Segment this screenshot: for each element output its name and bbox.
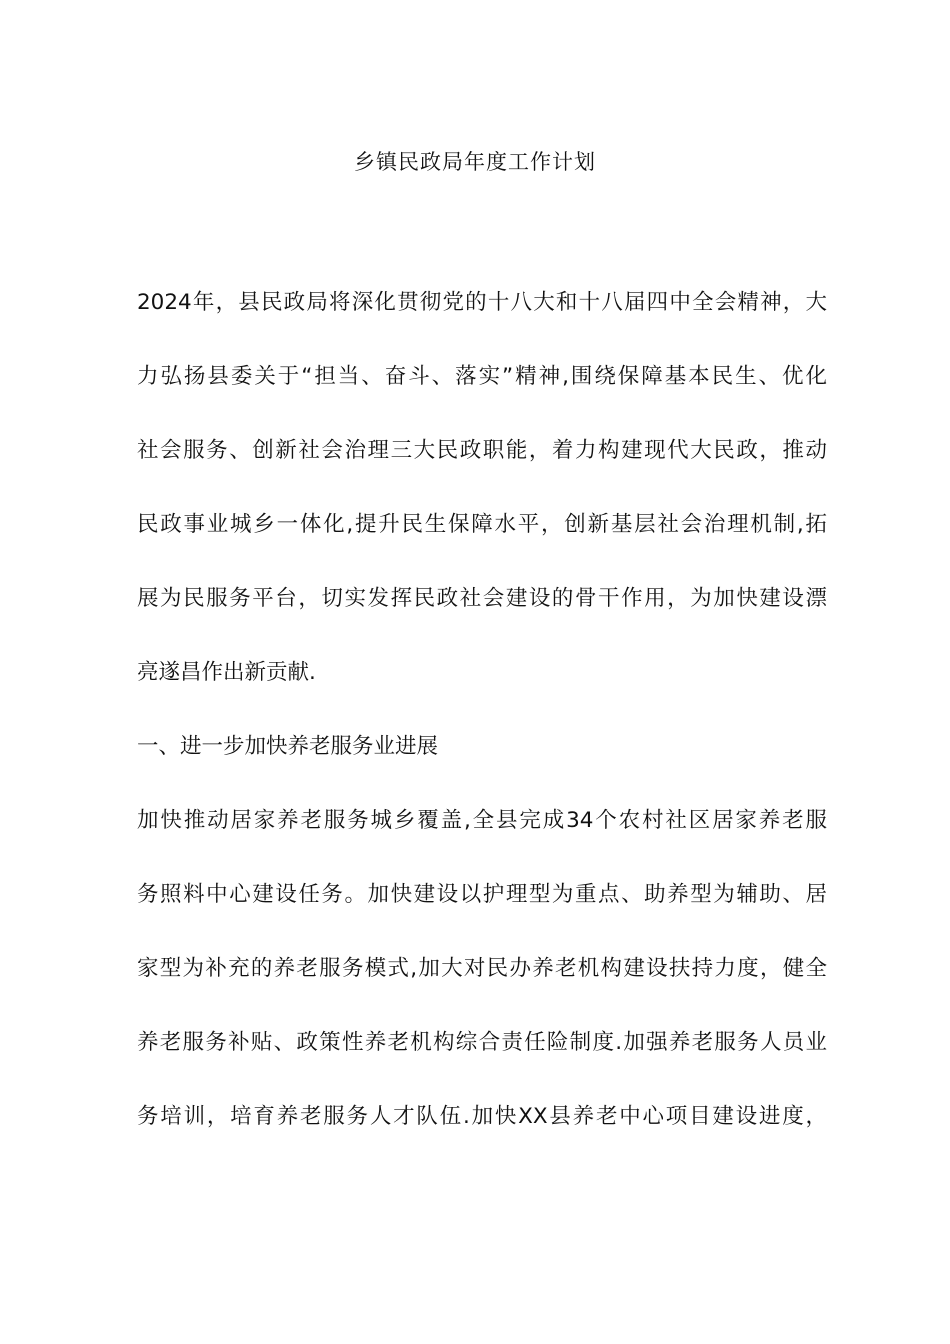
paragraph-line: 亮遂昌作出新贡献.	[137, 660, 316, 685]
section-heading: 一、进一步加快养老服务业进展	[137, 734, 439, 759]
paragraph-line: 展为民服务平台，切实发挥民政社会建设的骨干作用，为加快建设漂	[137, 586, 827, 611]
paragraph-line: 加快推动居家养老服务城乡覆盖,全县完成34个农村社区居家养老服	[137, 808, 827, 833]
paragraph-line: 力弘扬县委关于“担当、奋斗、落实”精神,围绕保障基本民生、优化	[137, 364, 827, 389]
paragraph-line: 2024年，县民政局将深化贯彻党的十八大和十八届四中全会精神，大	[137, 290, 827, 315]
paragraph-line: 养老服务补贴、政策性养老机构综合责任险制度.加强养老服务人员业	[137, 1030, 827, 1055]
paragraph-line: 社会服务、创新社会治理三大民政职能，着力构建现代大民政，推动	[137, 438, 827, 463]
paragraph-line: 民政事业城乡一体化,提升民生保障水平，创新基层社会治理机制,拓	[137, 512, 827, 537]
document-title: 乡镇民政局年度工作计划	[354, 150, 596, 174]
paragraph-line: 务培训，培育养老服务人才队伍.加快XX县养老中心项目建设进度，	[137, 1104, 827, 1129]
paragraph-line: 务照料中心建设任务。加快建设以护理型为重点、助养型为辅助、居	[137, 882, 827, 907]
paragraph-line: 家型为补充的养老服务模式,加大对民办养老机构建设扶持力度，健全	[137, 956, 827, 981]
